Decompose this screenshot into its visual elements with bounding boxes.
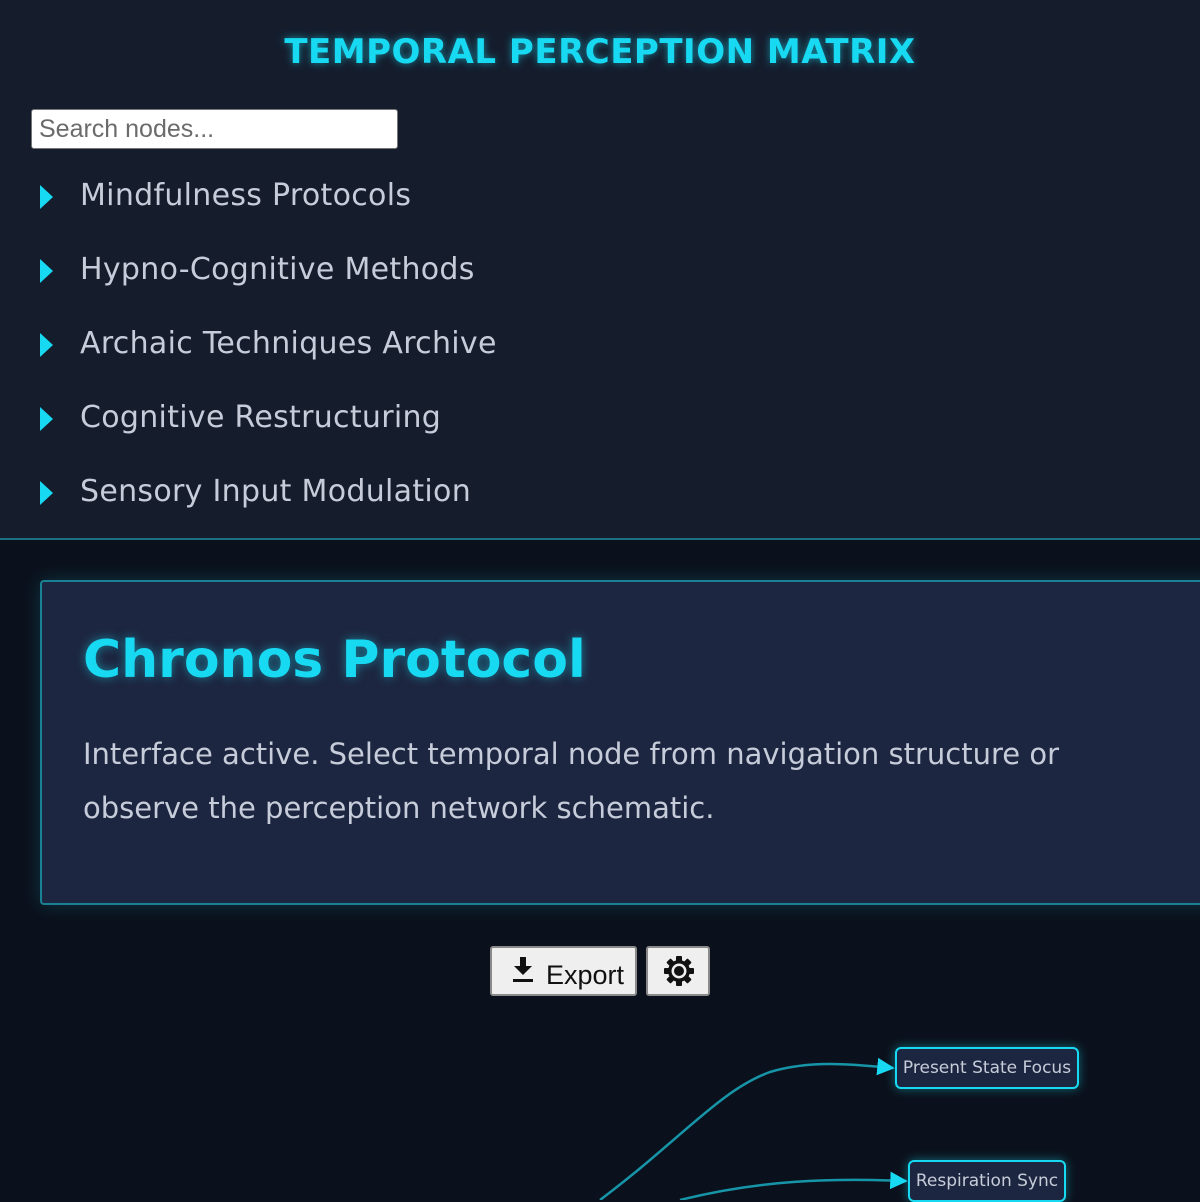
nav-item-archaic-techniques-archive[interactable] [0, 308, 700, 382]
export-button[interactable] [490, 946, 637, 996]
hero-card [40, 580, 1200, 905]
sidebar [0, 0, 1200, 540]
network-node-present-state-focus[interactable]: Present State Focus [895, 1047, 1079, 1089]
nav-item-label: Archaic Techniques Archive [80, 326, 497, 361]
nav-item-sensory-input-modulation[interactable] [0, 456, 700, 530]
hero-description: Interface active. Select temporal node from navigation structure or observe the perception network schematic. [83, 737, 1060, 825]
caret-right-icon[interactable] [40, 185, 53, 209]
network-node-respiration-sync[interactable]: Respiration Sync [908, 1160, 1066, 1202]
nav-item-hypno-cognitive-methods[interactable] [0, 234, 700, 308]
search-input[interactable] [31, 109, 398, 149]
nav-item-label: Sensory Input Modulation [80, 474, 472, 509]
download-icon [512, 957, 534, 983]
settings-button[interactable] [646, 946, 710, 996]
hero-title: Chronos Protocol [83, 630, 586, 690]
gear-icon [663, 955, 695, 987]
nav-item-label: Cognitive Restructuring [80, 400, 442, 435]
caret-right-icon[interactable] [40, 481, 53, 505]
network-edge [680, 1180, 906, 1200]
app-title: TEMPORAL PERCEPTION MATRIX [284, 32, 916, 72]
nav-item-label: Mindfulness Protocols [80, 178, 412, 213]
caret-right-icon[interactable] [40, 259, 53, 283]
nav-item-mindfulness-protocols[interactable] [0, 160, 700, 234]
nav-item-label: Hypno-Cognitive Methods [80, 252, 475, 287]
nav-item-cognitive-restructuring[interactable] [0, 382, 700, 456]
nav-tree [0, 160, 700, 530]
caret-right-icon[interactable] [40, 333, 53, 357]
caret-right-icon[interactable] [40, 407, 53, 431]
export-label: Export [546, 960, 625, 990]
